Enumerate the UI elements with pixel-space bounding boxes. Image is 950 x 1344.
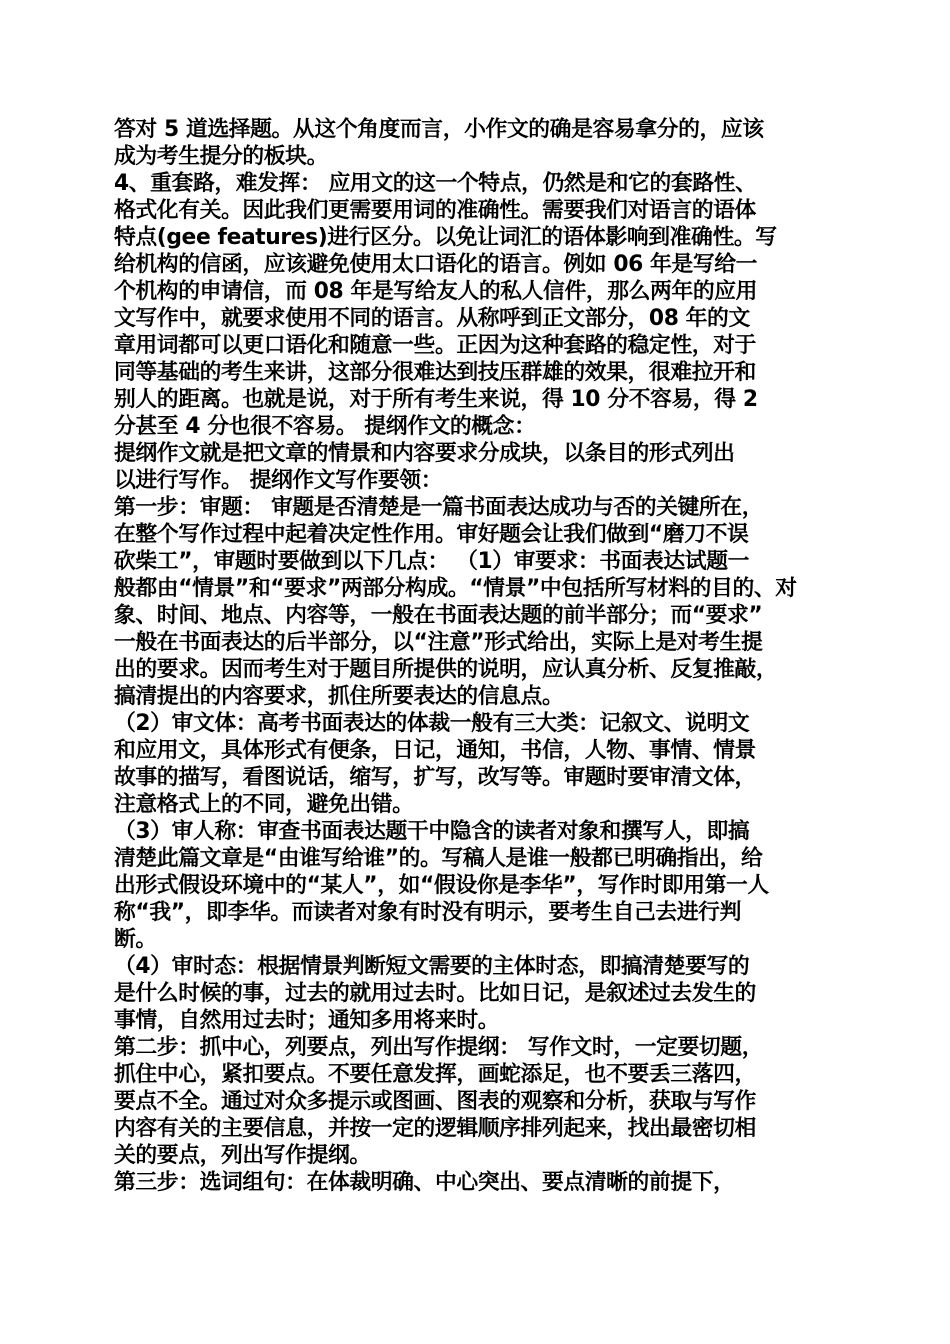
text-line: 砍柴工”，审题时要做到以下几点： （1）审要求：书面表达试题一 xyxy=(114,549,749,574)
text-line: 分甚至 4 分也很不容易。 提纲作文的概念： xyxy=(114,414,536,439)
text-line: （2）审文体：高考书面表达的体裁一般有三大类：记叙文、说明文 xyxy=(114,711,750,736)
text-line: 以进行写作。 提纲作文写作要领： xyxy=(114,468,443,493)
text-line: 清楚此篇文章是“由谁写给谁”的。写稿人是谁一般都已明确指出，给 xyxy=(114,846,763,871)
text-line: 成为考生提分的板块。 xyxy=(114,144,328,169)
text-line: 般都由“情景”和“要求”两部分构成。“情景”中包括所写材料的目的、对 xyxy=(114,576,797,601)
document-body xyxy=(114,116,842,1196)
text-line: 搞清提出的内容要求，抓住所要表达的信息点。 xyxy=(114,684,564,709)
text-line: 和应用文，具体形式有便条，日记，通知，书信，人物、事情、情景 xyxy=(114,738,756,763)
text-line: 象、时间、地点、内容等，一般在书面表达题的前半部分；而“要求” xyxy=(114,603,763,628)
text-line: 格式化有关。因此我们更需要用词的准确性。需要我们对语言的语体 xyxy=(114,198,756,223)
text-line: 断。 xyxy=(114,927,157,952)
text-line: 第二步：抓中心，列要点，列出写作提纲： 写作文时，一定要切题， xyxy=(114,1035,764,1060)
text-line: 事情，自然用过去时；通知多用将来时。 xyxy=(114,1008,500,1033)
text-line: 别人的距离。也就是说，对于所有考生来说，得 10 分不容易，得 2 xyxy=(114,387,758,412)
text-line: 给机构的信函，应该避免使用太口语化的语言。例如 06 年是写给一 xyxy=(114,252,758,277)
text-line: 称“我”，即李华。而读者对象有时没有明示，要考生自己去进行判 xyxy=(114,900,741,925)
text-line: 特点(gee features)进行区分。以免让词汇的语体影响到准确性。写 xyxy=(114,225,777,250)
text-line: 出的要求。因而考生对于题目所提供的说明，应认真分析、反复推敲， xyxy=(114,657,778,682)
text-line: （3）审人称：审查书面表达题干中隐含的读者对象和撰写人，即搞 xyxy=(114,819,750,844)
text-line: 答对 5 道选择题。从这个角度而言，小作文的确是容易拿分的，应该 xyxy=(114,117,764,142)
text-line: 第一步：审题： 审题是否清楚是一篇书面表达成功与否的关键所在， xyxy=(114,495,764,520)
text-line: 个机构的申请信，而 08 年是写给友人的私人信件，那么两年的应用 xyxy=(114,279,758,304)
text-line: 4、重套路，难发挥： 应用文的这一个特点，仍然是和它的套路性、 xyxy=(114,171,757,196)
text-line: 内容有关的主要信息，并按一定的逻辑顺序排列起来，找出最密切相 xyxy=(114,1116,756,1141)
text-line: （4）审时态：根据情景判断短文需要的主体时态，即搞清楚要写的 xyxy=(114,954,750,979)
text-line: 出形式假设环境中的“某人”，如“假设你是李华”，写作时即用第一人 xyxy=(114,873,769,898)
text-line: 章用词都可以更口语化和随意一些。正因为这种套路的稳定性，对于 xyxy=(114,333,756,358)
text-line: 一般在书面表达的后半部分，以“注意”形式给出，实际上是对考生提 xyxy=(114,630,763,655)
text-line: 注意格式上的不同，避免出错。 xyxy=(114,792,414,817)
text-line: 是什么时候的事，过去的就用过去时。比如日记，是叙述过去发生的 xyxy=(114,981,756,1006)
text-line: 抓住中心，紧扣要点。不要任意发挥，画蛇添足，也不要丢三落四， xyxy=(114,1062,756,1087)
text-line: 同等基础的考生来讲，这部分很难达到技压群雄的效果，很难拉开和 xyxy=(114,360,756,385)
text-line: 提纲作文就是把文章的情景和内容要求分成块，以条目的形式列出 xyxy=(114,441,735,466)
text-line: 第三步：选词组句：在体裁明确、中心突出、要点清晰的前提下， xyxy=(114,1170,735,1195)
text-line: 在整个写作过程中起着决定性作用。审好题会让我们做到“磨刀不误 xyxy=(114,522,749,547)
text-line: 故事的描写，看图说话，缩写，扩写，改写等。审题时要审清文体， xyxy=(114,765,756,790)
text-line: 要点不全。通过对众多提示或图画、图表的观察和分析，获取与写作 xyxy=(114,1089,756,1114)
text-line: 文写作中，就要求使用不同的语言。从称呼到正文部分，08 年的文 xyxy=(114,306,750,331)
text-line: 关的要点，列出写作提纲。 xyxy=(114,1143,371,1168)
